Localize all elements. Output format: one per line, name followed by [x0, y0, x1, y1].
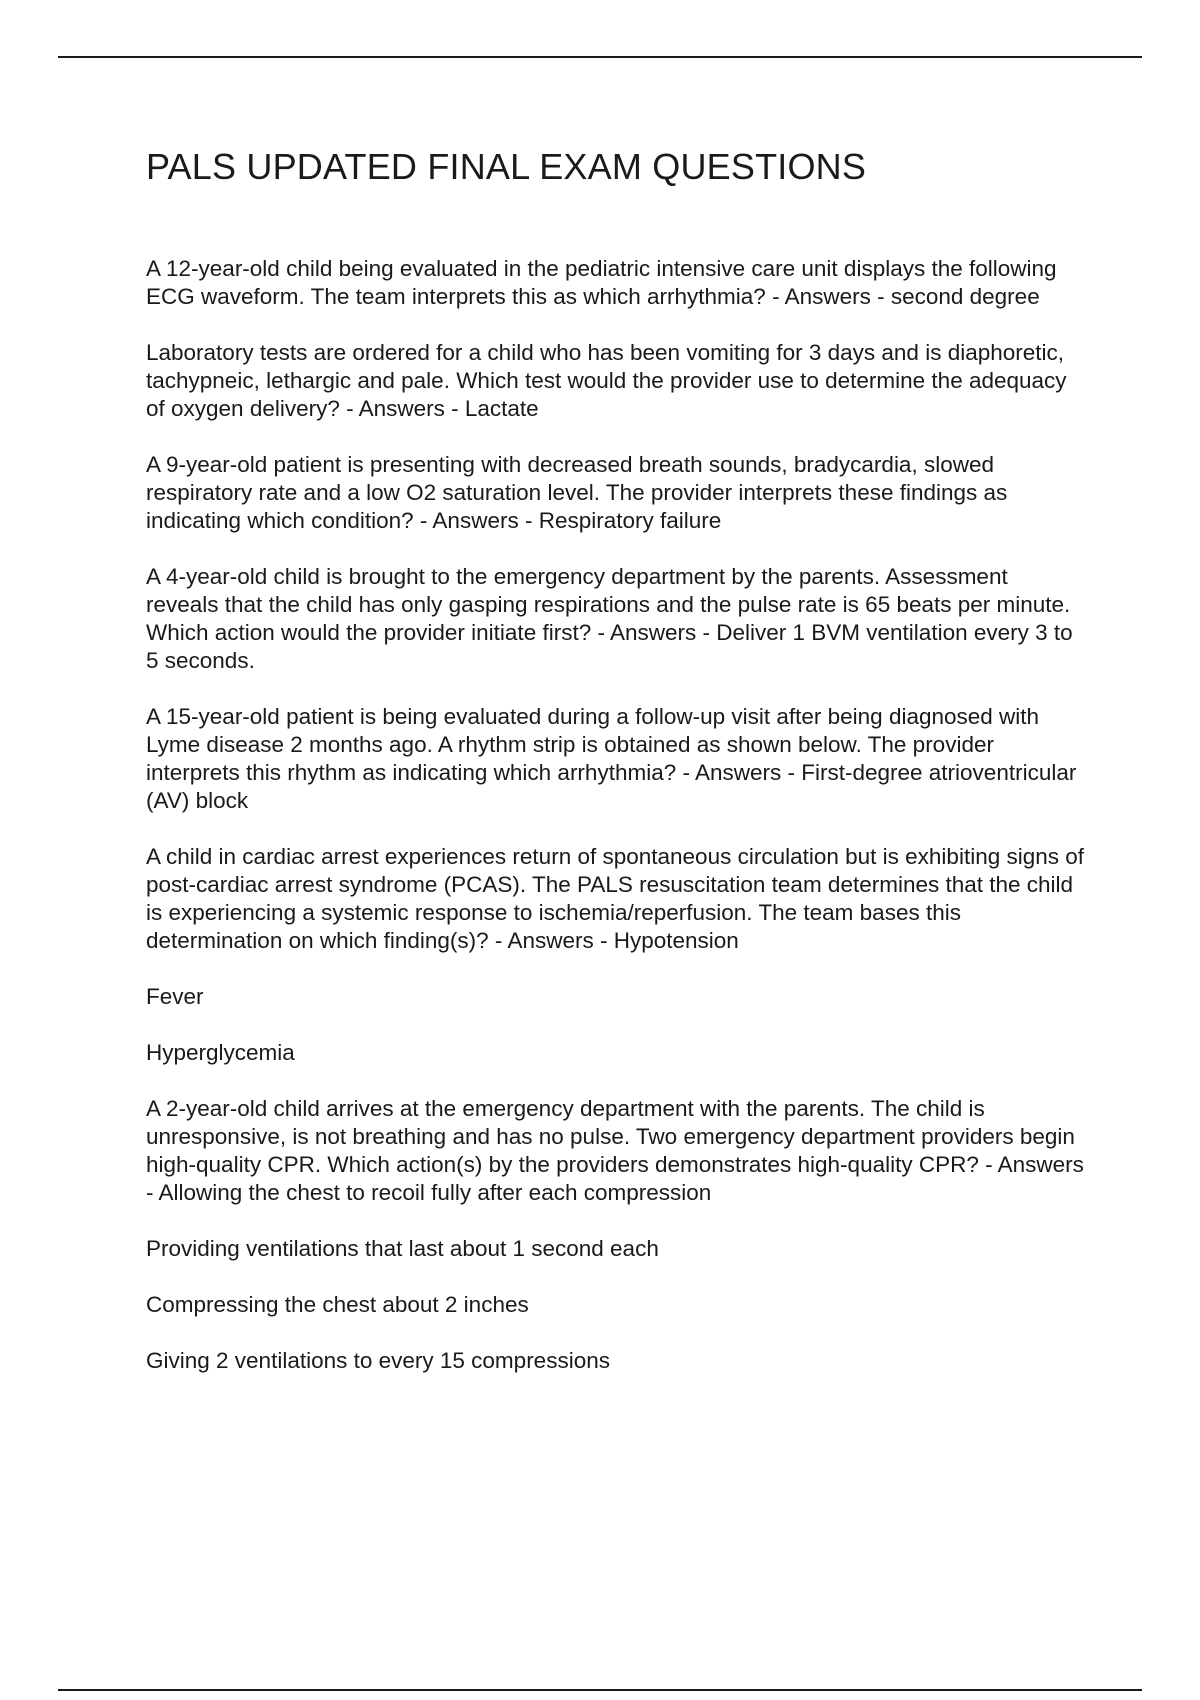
question-paragraph: A 15-year-old patient is being evaluated during a follow-up visit after being diagnosed with Lyme disease 2 months ago. A rhythm strip is obtained as shown below. The provider interprets this rhythm as indicating which arrhythmia? - Answers - First-degree atrioventricular (AV) block — [146, 704, 1077, 813]
question-paragraph: A 12-year-old child being evaluated in the pediatric intensive care unit displays the following ECG waveform. The team interprets this as which arrhythmia? - Answers - second degree — [146, 256, 1057, 309]
question-paragraph: A 2-year-old child arrives at the emergency department with the parents. The child is unresponsive, is not breathing and has no pulse. Two emergency department providers begin high-quality CPR. Which action(s) by the providers demonstrates high-quality CPR? - Answers - Allowing the chest to recoil fully after each compression — [146, 1096, 1084, 1205]
question-paragraph: A 4-year-old child is brought to the emergency department by the parents. Assessment reveals that the child has only gasping respirations and the pulse rate is 65 beats per minute. Which action would the provider initiate first? - Answers - Deliver 1 BVM ventilation every 3 to 5 seconds. — [146, 564, 1073, 673]
document-body — [146, 138, 1086, 1403]
question-paragraph: A 9-year-old patient is presenting with decreased breath sounds, bradycardia, slowed respiratory rate and a low O2 saturation level. The provider interprets these findings as indicating which condition? - Answers - Respiratory failure — [146, 452, 1008, 533]
footer-rule — [58, 1689, 1142, 1691]
question-paragraph: Laboratory tests are ordered for a child who has been vomiting for 3 days and is diaphoretic, tachypneic, lethargic and pale. Which test would the provider use to determine the adequacy of oxygen delivery? - Answers - Lactate — [146, 340, 1067, 421]
answer-item: Giving 2 ventilations to every 15 compressions — [146, 1348, 610, 1373]
answer-item: Compressing the chest about 2 inches — [146, 1292, 529, 1317]
answer-item: Providing ventilations that last about 1 second each — [146, 1236, 659, 1261]
answer-item: Hyperglycemia — [146, 1040, 295, 1065]
header-rule — [58, 56, 1142, 58]
page-title: PALS UPDATED FINAL EXAM QUESTIONS — [146, 146, 867, 187]
question-paragraph: A child in cardiac arrest experiences return of spontaneous circulation but is exhibiting signs of post-cardiac arrest syndrome (PCAS). The PALS resuscitation team determines that the child is experiencing a systemic response to ischemia/reperfusion. The team bases this determination on which finding(s)? - Answers - Hypotension — [146, 844, 1085, 953]
answer-item: Fever — [146, 984, 204, 1009]
